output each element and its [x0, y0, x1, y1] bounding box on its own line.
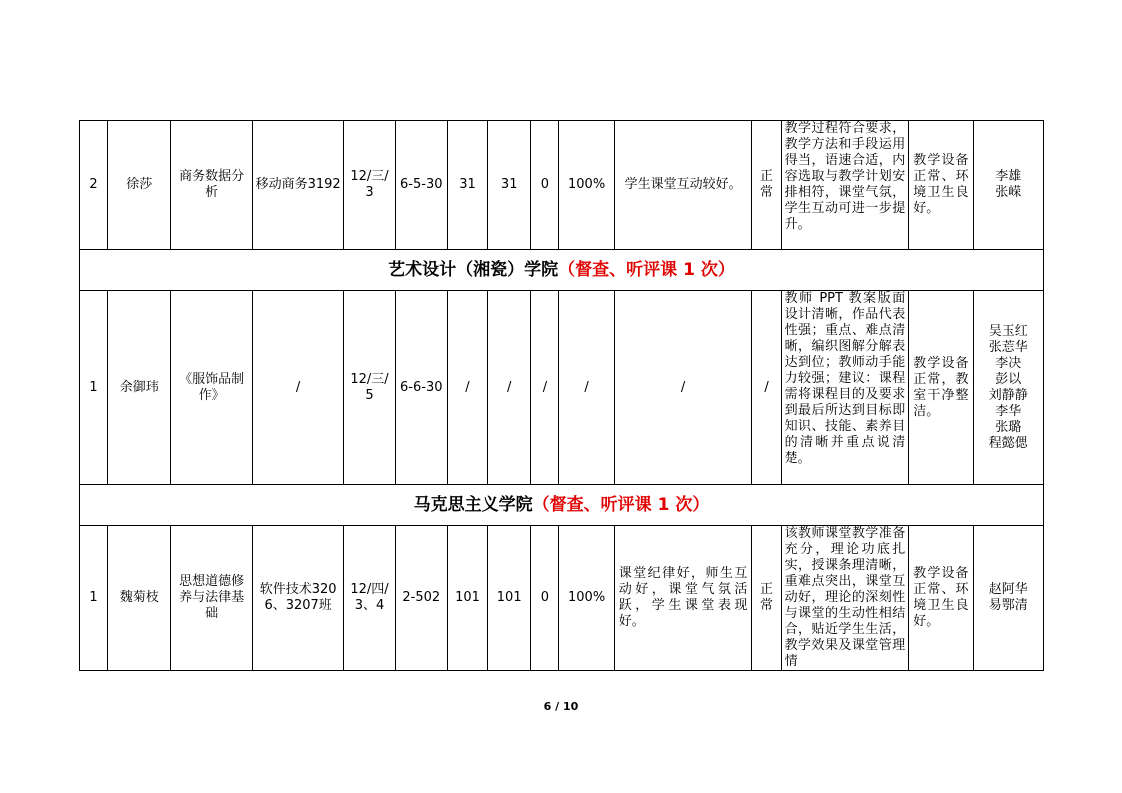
classroom: 2-502	[395, 526, 447, 671]
discipline-note: /	[614, 291, 752, 485]
course-name: 思想道德修养与法律基础	[171, 526, 252, 671]
inspection-table	[79, 120, 1044, 671]
inspectors: 李雄 张嵘	[973, 121, 1043, 250]
table-row	[80, 291, 1044, 485]
expected-count: /	[447, 291, 487, 485]
teacher-name: 余御玮	[108, 291, 171, 485]
classroom: 6-5-30	[395, 121, 447, 250]
inspectors: 吴玉红 张莣华 李决 彭以 刘静静 李华 张璐 程懿偲	[973, 291, 1043, 485]
class-name: /	[252, 291, 343, 485]
section-note: （督查、听评课 1 次）	[532, 495, 710, 515]
inspectors: 赵阿华 易鄂清	[973, 526, 1043, 671]
evaluation-text: 教师 PPT 教案版面设计清晰，作品代表性强；重点、难点清晰，编织图解分解表达到位；教师动手能力较强；建议：课程需将课程目的及要求到最后所达到目标即知识、技能、素养目的清晰并重点说清楚。	[781, 291, 909, 485]
course-name: 《服饰品制作》	[171, 291, 252, 485]
teacher-name: 徐莎	[108, 121, 171, 250]
evaluation-text: 教学过程符合要求，教学方法和手段运用得当，语速合适，内容选取与教学计划安排相符，课堂气氛，学生互动可进一步提升。	[781, 121, 909, 250]
row-index: 1	[80, 291, 108, 485]
table-row	[80, 121, 1044, 250]
table-row	[80, 526, 1044, 671]
actual-count: 31	[488, 121, 531, 250]
discipline-note: 课堂纪律好，师生互动好，课堂气氛活跃，学生课堂表现好。	[614, 526, 752, 671]
class-name: 软件技术3206、3207班	[252, 526, 343, 671]
status: 正常	[752, 121, 781, 250]
class-time: 12/四/3、4	[344, 526, 395, 671]
row-index: 1	[80, 526, 108, 671]
environment-note: 教学设备正常、环境卫生良好。	[909, 526, 973, 671]
section-note: （督查、听评课 1 次）	[558, 260, 735, 280]
absent-count: /	[531, 291, 559, 485]
section-header	[80, 250, 1044, 291]
section-title: 马克思主义学院	[413, 495, 533, 515]
section-title: 艺术设计（湘瓷）学院	[388, 260, 559, 280]
attendance-rate: 100%	[559, 526, 614, 671]
expected-count: 31	[447, 121, 487, 250]
section-header	[80, 485, 1044, 526]
status: 正常	[752, 526, 781, 671]
absent-count: 0	[531, 526, 559, 671]
discipline-note: 学生课堂互动较好。	[614, 121, 752, 250]
expected-count: 101	[447, 526, 487, 671]
classroom: 6-6-30	[395, 291, 447, 485]
attendance-rate: 100%	[559, 121, 614, 250]
environment-note: 教学设备正常，教室干净整洁。	[909, 291, 973, 485]
teacher-name: 魏菊枝	[108, 526, 171, 671]
actual-count: /	[488, 291, 531, 485]
class-time: 12/三/5	[344, 291, 395, 485]
page-number: 6 / 10	[543, 700, 579, 713]
row-index: 2	[80, 121, 108, 250]
course-name: 商务数据分析	[171, 121, 252, 250]
status: /	[752, 291, 781, 485]
evaluation-text: 该教师课堂教学准备充分，理论功底扎实，授课条理清晰，重难点突出，课堂互动好，理论的深刻性与课堂的生动性相结合，贴近学生生活，教学效果及课堂管理情	[781, 526, 909, 671]
absent-count: 0	[531, 121, 559, 250]
class-time: 12/三/3	[344, 121, 395, 250]
class-name: 移动商务3192	[252, 121, 343, 250]
environment-note: 教学设备正常、环境卫生良好。	[909, 121, 973, 250]
actual-count: 101	[488, 526, 531, 671]
attendance-rate: /	[559, 291, 614, 485]
